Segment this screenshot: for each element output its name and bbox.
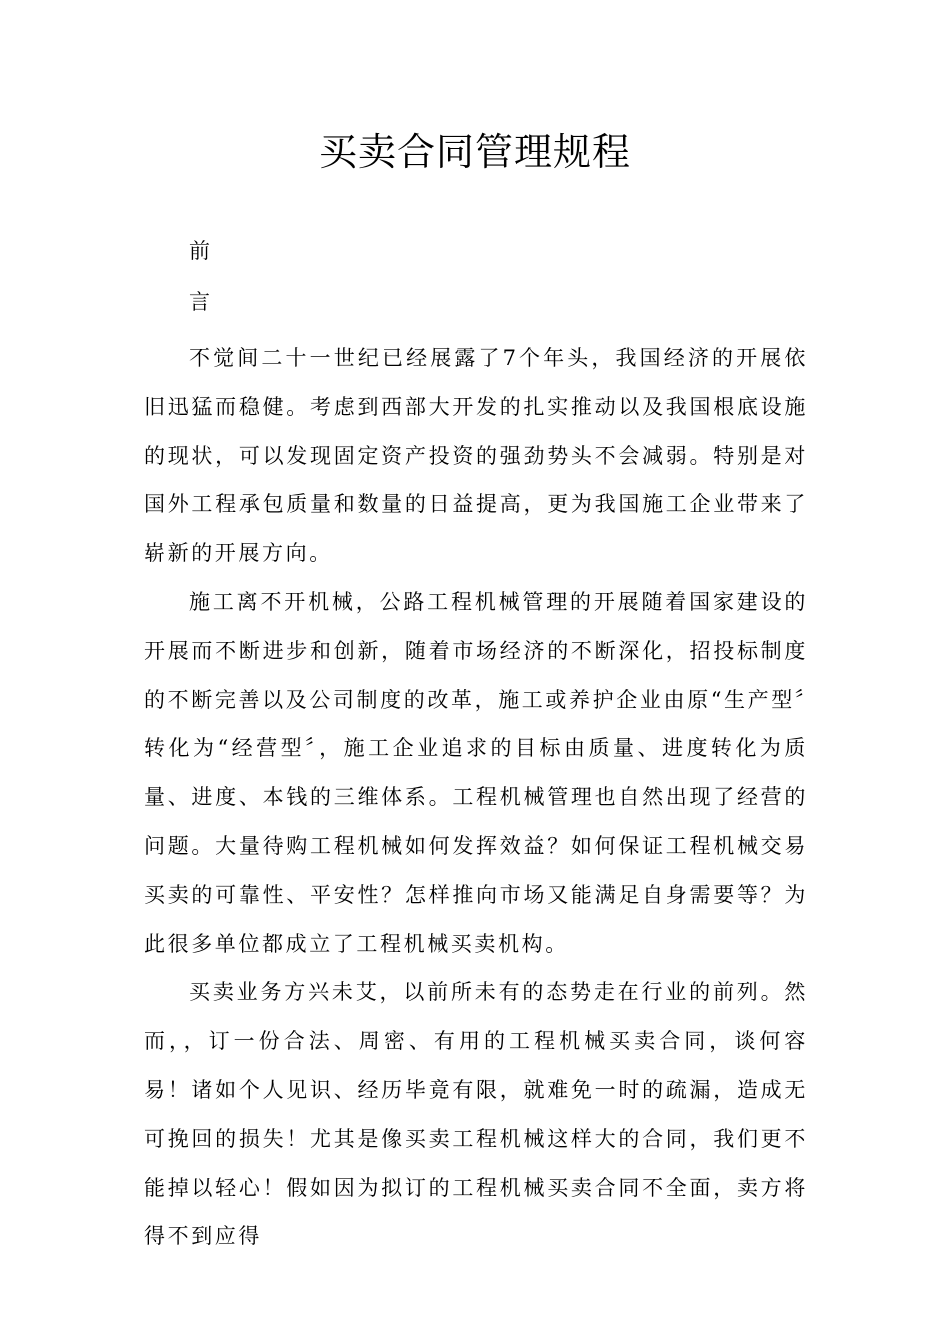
paragraph-1: 不觉间二十一世纪已经展露了7个年头，我国经济的开展依旧迅猛而稳健。考虑到西部大开发的扎实推动以及我国根底设施的现状，可以发现固定资产投资的强劲势头不会减弱。特别是对国外工程承包质量和数量的日益提高，更为我国施工企业带来了崭新的开展方向。 <box>144 346 808 566</box>
preface-heading-char-1: 前 <box>189 239 210 263</box>
paragraph-3: 买卖业务方兴未艾，以前所未有的态势走在行业的前列。然而，，订一份合法、周密、有用的工程机械买卖合同，谈何容易！诸如个人见识、经历毕竟有限，就难免一时的疏漏，造成无可挽回的损失！尤其是像买卖工程机械这样大的合同，我们更不能掉以轻心！假如因为拟订的工程机械买卖合同不全面，卖方将得不到应得 <box>144 980 808 1249</box>
document-body <box>144 334 808 1261</box>
preface-heading-char-2: 言 <box>189 290 210 314</box>
paragraph-2: 施工离不开机械，公路工程机械管理的开展随着国家建设的开展而不断进步和创新，随着市场经济的不断深化，招投标制度的不断完善以及公司制度的改革，施工或养护企业由原“生产型〞转化为“经营型〞，施工企业追求的目标由质量、进度转化为质量、进度、本钱的三维体系。工程机械管理也自然出现了经营的问题。大量待购工程机械如何发挥效益？如何保证工程机械交易买卖的可靠性、平安性？怎样推向市场又能满足自身需要等？为此很多单位都成立了工程机械买卖机构。 <box>144 589 808 956</box>
document-title: 买卖合同管理规程 <box>318 130 631 174</box>
